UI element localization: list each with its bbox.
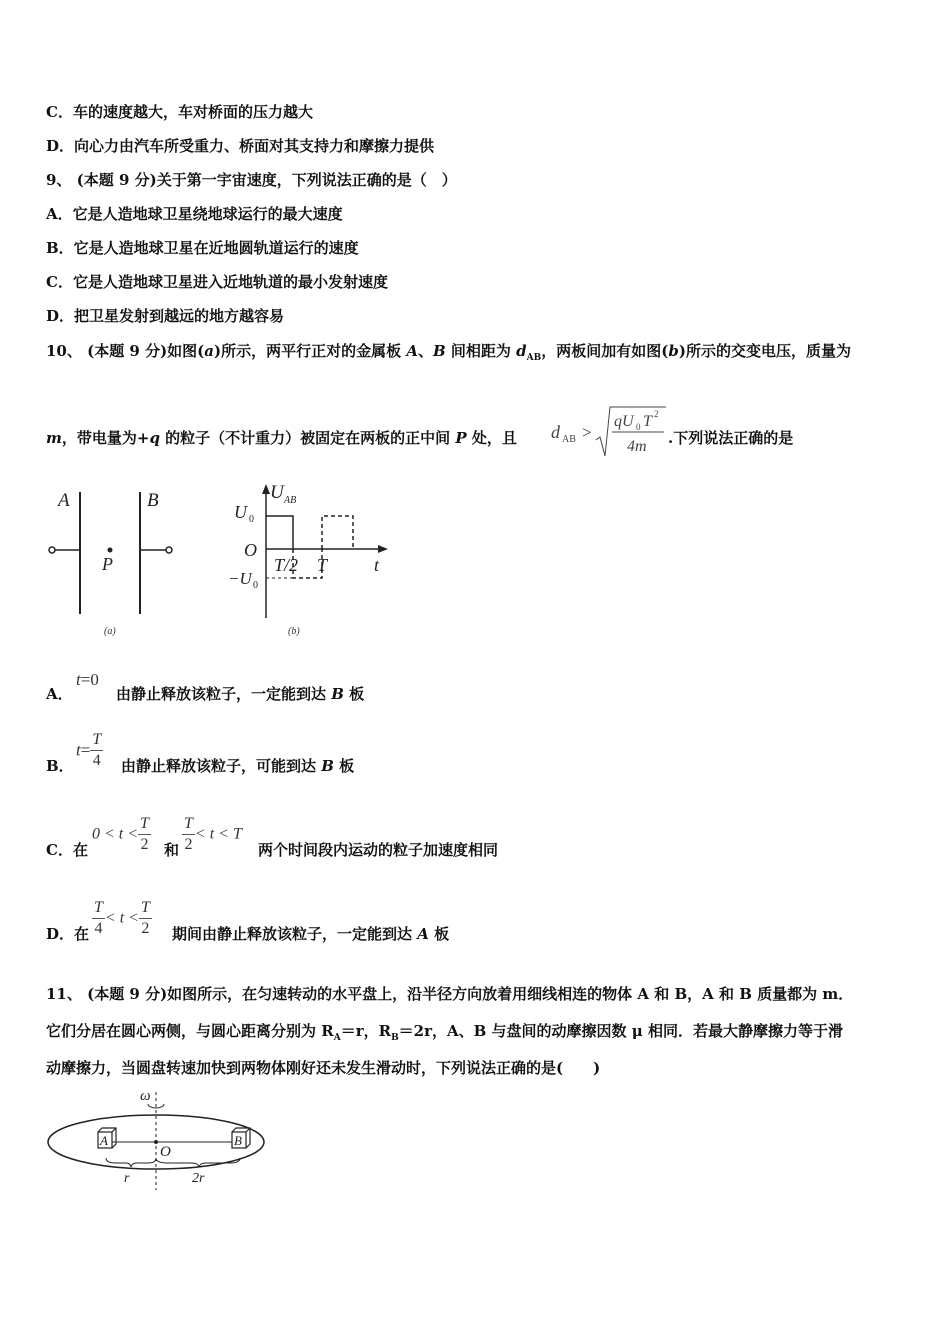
q9-option-d: D．把卫星发射到越远的地方越容易	[46, 307, 285, 325]
figure-b-caption: (b)	[288, 626, 300, 637]
svg-text:T/2: T/2	[274, 555, 299, 575]
q10-option-d-text: 期间由静止释放该粒子，一定能到达 A 板	[172, 925, 450, 943]
svg-text:qU: qU	[614, 413, 634, 430]
svg-text:−U: −U	[228, 569, 252, 588]
center-point	[154, 1140, 158, 1144]
svg-text:t: t	[374, 555, 380, 575]
svg-text:0: 0	[253, 580, 258, 591]
q9-option-a: A．它是人造地球卫星绕地球运行的最大速度	[46, 205, 343, 223]
plate-b-label: B	[147, 490, 159, 511]
q9-option-b: B．它是人造地球卫星在近地圆轨道运行的速度	[46, 239, 359, 257]
q10-option-a-math: t=0	[76, 670, 99, 689]
q8-option-c: C．车的速度越大，车对桥面的压力越大	[46, 103, 313, 121]
q11-disk-figure	[44, 1088, 270, 1192]
q9-stem: 9、 (本题 9 分)关于第一宇宙速度，下列说法正确的是（ ）	[46, 171, 457, 189]
svg-text:2: 2	[654, 409, 659, 419]
q10-option-b-math: t= $\frac{T}{4}$	[76, 731, 102, 769]
q10-option-a-text: 由静止释放该粒子，一定能到达 B 板	[116, 685, 365, 703]
svg-text:0: 0	[636, 422, 641, 432]
svg-text:A: A	[100, 1133, 108, 1148]
svg-text:O: O	[160, 1144, 171, 1160]
q10-option-c-text: 两个时间段内运动的粒子加速度相同	[258, 841, 499, 859]
svg-text:>: >	[582, 423, 592, 442]
q10-option-d-math: $\frac{T}{4}$ < t < $\frac{T}{2}$	[94, 899, 150, 937]
svg-text:T: T	[317, 555, 328, 575]
svg-text:ω: ω	[140, 1088, 151, 1104]
svg-text:O: O	[244, 540, 257, 560]
particle-p-label: P	[102, 554, 113, 574]
svg-text:AB: AB	[562, 434, 576, 445]
svg-text:d: d	[551, 422, 560, 442]
q10-option-d: D．在	[46, 925, 90, 943]
q10-option-a: A．	[46, 685, 73, 703]
q10-stem-line1: 10、 (本题 9 分)如图(a)所示，两平行正对的金属板 A、B 间相距为 $d_{AB}$，两板间加有如图(b)所示的交变电压，质量为	[46, 342, 851, 363]
q10-figure-b	[226, 478, 392, 642]
svg-text:U: U	[234, 502, 247, 522]
plate-a-label: A	[58, 490, 70, 511]
svg-text:r: r	[124, 1171, 130, 1186]
q10-option-b: B．	[46, 757, 74, 775]
particle-p	[108, 548, 113, 553]
q11-stem-line1: 11、 (本题 9 分)如图所示，在匀速转动的水平盘上，沿半径方向放着用细线相连的物体 A 和 B，A 和 B 质量都为 m．	[46, 985, 854, 1003]
terminal-b	[166, 547, 172, 553]
q10-stem-line2: m，带电量为+q 的粒子（不计重力）被固定在两板的正中间 P 处，且	[46, 429, 517, 447]
q10-condition-formula	[548, 402, 670, 460]
svg-text:0: 0	[249, 514, 254, 525]
q10-option-c-and: 和	[164, 841, 180, 859]
q10-option-c: C．在	[46, 841, 88, 859]
q10-option-c-math: 0 < t < $\frac{T}{2}$	[92, 815, 149, 853]
q8-option-d: D．向心力由汽车所受重力、桥面对其支持力和摩擦力提供	[46, 137, 435, 155]
wave-positive-2	[322, 516, 353, 549]
wave-positive-1	[266, 516, 293, 549]
svg-text:4m: 4m	[627, 438, 647, 455]
q10-option-b-text: 由静止释放该粒子，可能到达 B 板	[121, 757, 355, 775]
q11-stem-line3: 动摩擦力，当圆盘转速加快到两物体刚好还未发生滑动时，下列说法正确的是( )	[46, 1059, 601, 1077]
y-axis-arrow	[262, 484, 270, 494]
q10-option-c-math2: $\frac{T}{2}$ < t < T	[184, 815, 242, 853]
svg-text:U: U	[270, 482, 284, 503]
q9-option-c: C．它是人造地球卫星进入近地轨道的最小发射速度	[46, 273, 388, 291]
brace-r	[106, 1158, 156, 1167]
q10-figure-a	[44, 484, 186, 642]
svg-text:AB: AB	[284, 495, 297, 506]
terminal-a	[49, 547, 55, 553]
x-axis-arrow	[378, 545, 388, 553]
figure-a-caption: (a)	[104, 626, 116, 637]
q11-stem-line2: 它们分居在圆心两侧，与圆心距离分别为 $R_A=r$，$R_B=2r$，A、B 与盘间的动摩擦因数 μ 相同．若最大静摩擦力等于滑	[46, 1022, 843, 1043]
svg-text:T: T	[643, 413, 652, 430]
q10-stem-line2-tail: .下列说法正确的是	[668, 429, 794, 447]
svg-text:B: B	[234, 1133, 242, 1148]
svg-text:2r: 2r	[192, 1171, 205, 1186]
